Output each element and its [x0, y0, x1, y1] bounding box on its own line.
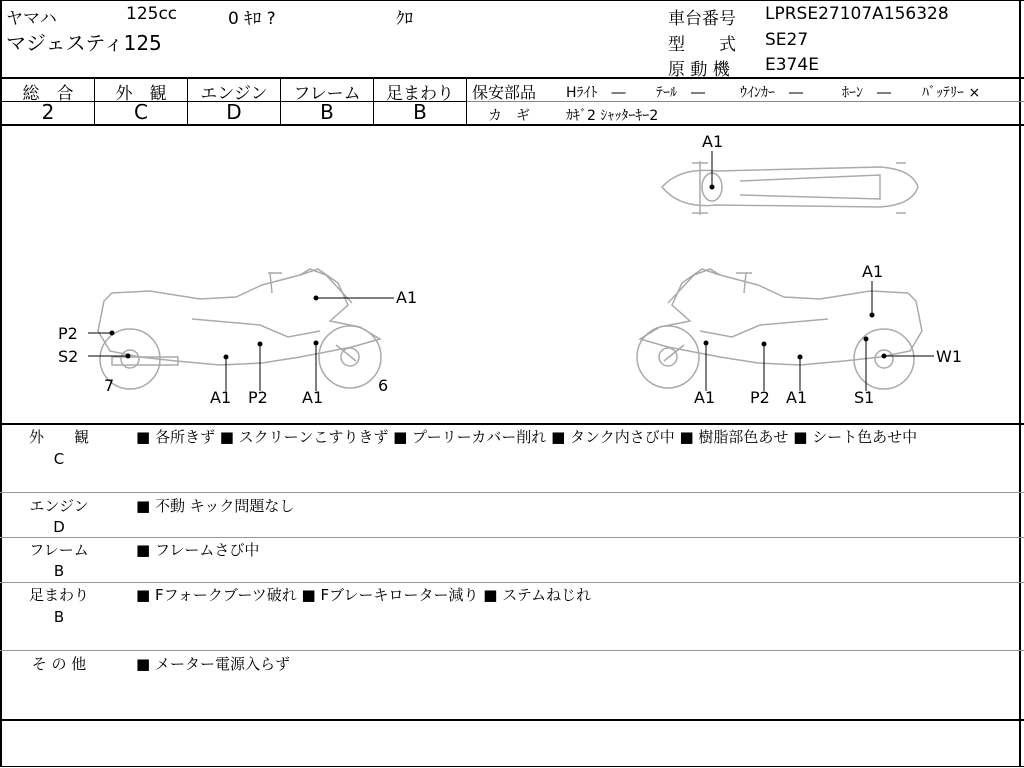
section-suspension-label: 足まわり — [28, 586, 89, 604]
grade-value-exterior: C — [134, 100, 148, 124]
section-other-text: ■ メーター電源入らず — [136, 655, 290, 673]
section-frame-label: フレーム — [29, 541, 89, 559]
label-left-a1-b2: A1 — [302, 388, 324, 407]
model-name: マジェスティ125 — [6, 31, 162, 55]
mileage: 0 ｷﾛ ? — [228, 9, 276, 29]
safety-label: 保安部品 — [472, 83, 537, 102]
chassis-value: LPRSE27107A156328 — [765, 4, 949, 24]
grade-value-engine: D — [226, 100, 242, 124]
scooter-top-view — [662, 161, 918, 215]
label-right-a1-side: A1 — [862, 262, 884, 281]
section-frame-text: ■ フレームさび中 — [136, 541, 260, 559]
section-suspension-grade: B — [53, 608, 65, 626]
section-exterior-label: 外 観 — [28, 428, 89, 446]
engine-label: 原 動 機 — [668, 60, 730, 80]
grade-value-suspension: B — [413, 100, 427, 124]
grade-label-frame: フレーム — [293, 84, 361, 104]
key-value: ｶｷﾞ2 ｼｬｯﾀｰｷｰ2 — [566, 108, 659, 124]
type-value: SE27 — [765, 30, 809, 50]
label-top-a1: A1 — [702, 132, 724, 151]
engine-value: E374E — [765, 55, 819, 75]
label-right-w1: W1 — [936, 347, 962, 366]
safety-battery: ﾊﾞｯﾃﾘｰ × — [922, 85, 981, 101]
section-exterior-text: ■ 各所きず ■ スクリーンこすりきず ■ プーリーカバー削れ ■ タンク内さび中 ■ 樹脂部色あせ ■ シート色あせ中 — [136, 428, 918, 446]
label-right-a1-b2: A1 — [786, 388, 808, 407]
key-label: カ ギ — [488, 108, 530, 124]
label-left-p2: P2 — [58, 324, 78, 343]
section-engine-label: エンジン — [29, 497, 89, 515]
scooter-left-view — [98, 269, 381, 389]
safety-headlight: Hﾗｲﾄ ― — [566, 85, 626, 101]
type-label: 型 式 — [668, 35, 736, 55]
safety-winker: ｳｲﾝｶｰ ― — [740, 85, 803, 101]
grade-label-exterior: 外 観 — [115, 84, 167, 104]
label-right-a1-b1: A1 — [694, 388, 716, 407]
label-right-s1: S1 — [854, 388, 875, 407]
grade-label-suspension: 足まわり — [386, 84, 454, 104]
safety-tail: ﾃｰﾙ ― — [656, 85, 705, 101]
grade-label-engine: エンジン — [200, 84, 268, 104]
label-left-p2-b: P2 — [248, 388, 268, 407]
section-engine-grade: D — [53, 518, 65, 536]
safety-horn: ﾎｰﾝ ― — [842, 85, 891, 101]
damage-diagram — [0, 125, 1024, 423]
section-exterior-grade: C — [53, 450, 65, 468]
section-suspension-text: ■ Fフォークブーツ破れ ■ Fブレーキローター減り ■ ステムねじれ — [136, 586, 592, 604]
section-other-label: そ の 他 — [31, 655, 87, 673]
scooter-right-view — [637, 269, 922, 389]
label-left-a1-top: A1 — [396, 288, 418, 307]
section-engine-text: ■ 不動 キック問題なし — [136, 497, 295, 515]
label-left-s2: S2 — [58, 347, 79, 366]
maker: ヤマハ — [6, 9, 57, 29]
grade-label-overall: 総 合 — [22, 84, 74, 104]
color: ｸﾛ — [396, 9, 413, 29]
chassis-label: 車台番号 — [668, 9, 736, 29]
label-left-7: 7 — [104, 376, 115, 395]
label-left-6: 6 — [378, 376, 389, 395]
grade-value-overall: 2 — [41, 100, 55, 124]
grade-value-frame: B — [320, 100, 334, 124]
section-frame-grade: B — [53, 562, 65, 580]
label-left-a1-b1: A1 — [210, 388, 232, 407]
displacement: 125cc — [126, 4, 178, 24]
label-right-p2-b: P2 — [750, 388, 770, 407]
